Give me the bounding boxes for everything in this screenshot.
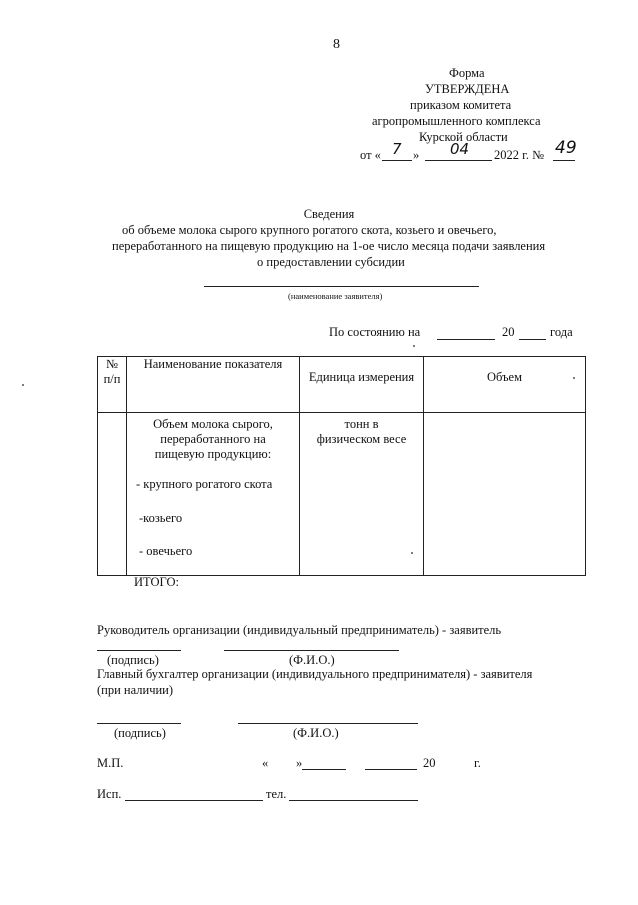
accountant-signature-caption: (подпись) [114, 726, 166, 740]
title-line-1: об объеме молока сырого крупного рогатого скота, козьего и овечьего, [122, 223, 497, 237]
accountant-note: (при наличии) [97, 683, 174, 697]
as-of-date-field[interactable] [437, 339, 495, 340]
stamp-label: М.П. [97, 756, 124, 770]
row-name-line-1: Объем молока сырого, [153, 417, 273, 431]
header-number: № п/п [98, 357, 127, 413]
title-line-2: переработанного на пищевую продукцию на 1-ое число месяца подачи заявления [112, 239, 546, 253]
date-quote-close: » [296, 756, 303, 770]
row-name-cell [127, 413, 300, 589]
date-quote-open: « [262, 756, 269, 770]
data-table [97, 356, 586, 589]
applicant-name-line [204, 286, 479, 287]
approval-month: 04 [450, 140, 470, 158]
date-year: 2022 г. № [494, 148, 545, 162]
row-name-line-2: переработанного на [160, 432, 266, 446]
page-number: 8 [333, 37, 340, 52]
head-fio-line[interactable] [224, 650, 399, 651]
approval-line-3: Курской области [419, 130, 508, 144]
approval-line-1: приказом комитета [410, 98, 512, 112]
row-unit-cell [300, 413, 424, 576]
row-item-sheep: - овечьего [139, 544, 193, 558]
sign-month-field[interactable] [302, 769, 346, 770]
approval-day: 7 [392, 140, 402, 158]
table-header-row [98, 357, 586, 413]
sign-year-prefix: 20 [423, 756, 436, 770]
doc-title: Сведения [303, 207, 355, 221]
row-number-cell [98, 413, 127, 576]
executor-field[interactable] [125, 800, 263, 801]
phone-field[interactable] [289, 800, 418, 801]
title-line-3: о предоставлении субсидии [257, 255, 405, 269]
accountant-fio-line[interactable] [238, 723, 418, 724]
date-mid: » [413, 148, 420, 162]
phone-label: тел. [266, 787, 287, 801]
head-fio-caption: (Ф.И.О.) [289, 653, 335, 667]
head-signature-caption: (подпись) [107, 653, 159, 667]
sign-month-name-field[interactable] [365, 769, 417, 770]
sign-year-suffix: г. [474, 756, 481, 770]
head-signature-line[interactable] [97, 650, 181, 651]
row-unit-line-1: тонн в [344, 417, 379, 431]
approved-label: УТВЕРЖДЕНА [425, 82, 510, 96]
accountant-signature-line[interactable] [97, 723, 181, 724]
row-name-line-3: пищевую продукцию: [154, 447, 272, 461]
row-item-goat: -козьего [139, 511, 183, 525]
executor-label: Исп. [97, 787, 122, 801]
accountant-fio-caption: (Ф.И.О.) [293, 726, 339, 740]
approval-line-2: агропромышленного комплекса [372, 114, 541, 128]
applicant-caption: (наименование заявителя) [288, 291, 383, 301]
row-item-cattle: - крупного рогатого скота [136, 477, 273, 491]
header-volume: Объем [424, 357, 586, 413]
form-label: Форма [449, 66, 485, 80]
head-label: Руководитель организации (индивидуальный предприниматель) - заявитель [97, 623, 502, 637]
row-total: ИТОГО: [134, 575, 179, 589]
accountant-label: Главный бухгалтер организации (индивидуального предпринимателя) - заявителя [97, 667, 533, 681]
as-of-prefix: По состоянию на [329, 325, 421, 339]
table-row [98, 413, 586, 576]
as-of-suffix: года [550, 325, 573, 339]
header-unit: Единица измерения [300, 357, 424, 413]
row-volume-cell[interactable] [424, 413, 586, 576]
header-name: Наименование показателя [127, 357, 300, 413]
approval-number: 49 [555, 138, 577, 158]
as-of-year-field[interactable] [519, 339, 546, 340]
as-of-year-prefix: 20 [502, 325, 515, 339]
row-unit-line-2: физическом весе [316, 432, 407, 446]
date-prefix: от « [360, 148, 381, 162]
